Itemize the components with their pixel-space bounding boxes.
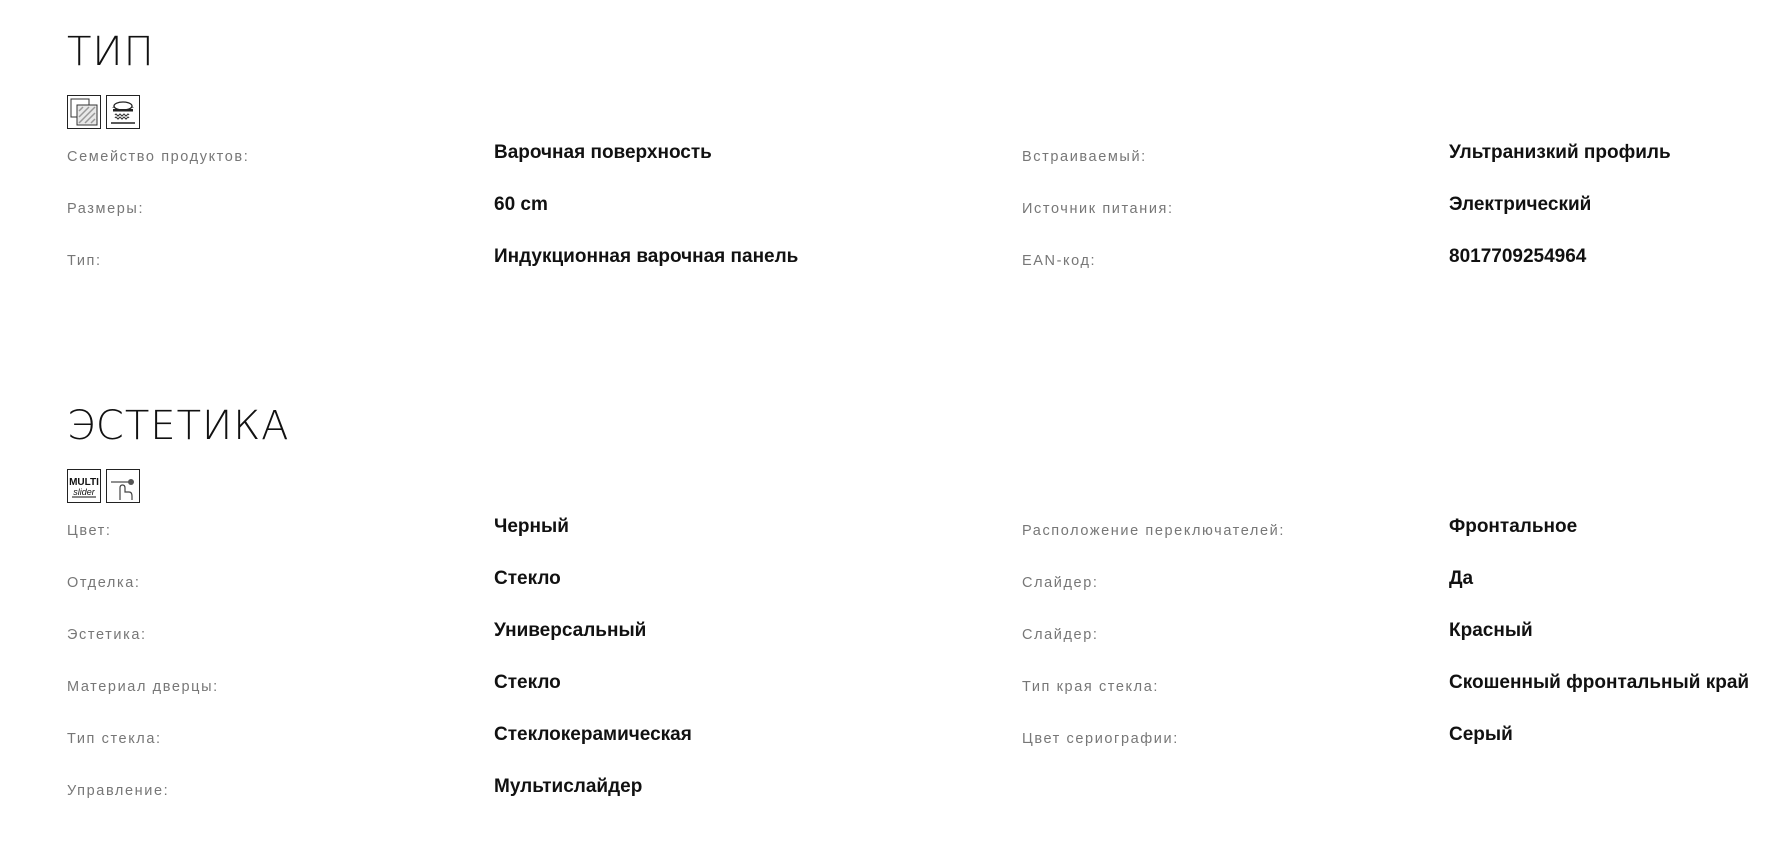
- spec-value: Ультранизкий профиль: [1449, 142, 1671, 163]
- section-title: ТИП: [67, 29, 155, 75]
- spec-value: Универсальный: [494, 620, 647, 641]
- hob-surface-icon: [67, 95, 101, 129]
- spec-label: Слайдер:: [1022, 627, 1099, 643]
- spec-value: Да: [1449, 568, 1474, 589]
- section-title: ЭСТЕТИКА: [67, 403, 290, 449]
- spec-value: Стеклокерамическая: [494, 724, 692, 745]
- multi-slider-icon-text-bottom: slider: [73, 487, 95, 497]
- spec-label: Источник питания:: [1022, 201, 1174, 217]
- touch-control-icon: [106, 469, 140, 503]
- spec-value: Фронтальное: [1449, 516, 1578, 537]
- spec-value: 8017709254964: [1449, 246, 1587, 267]
- spec-value: Черный: [494, 516, 569, 537]
- spec-label: Размеры:: [67, 201, 145, 217]
- spec-value: Мультислайдер: [494, 776, 643, 797]
- spec-label: Тип края стекла:: [1022, 679, 1160, 695]
- spec-label: Слайдер:: [1022, 575, 1099, 591]
- spec-label: Семейство продуктов:: [67, 149, 250, 165]
- spec-label: Цвет сериографии:: [1022, 731, 1179, 747]
- spec-label: Эстетика:: [67, 627, 147, 643]
- spec-value: Красный: [1449, 620, 1533, 641]
- spec-value: Серый: [1449, 724, 1513, 745]
- spec-label: Отделка:: [67, 575, 141, 591]
- spec-label: EAN-код:: [1022, 253, 1097, 269]
- induction-pan-icon: [106, 95, 140, 129]
- spec-value: Стекло: [494, 568, 561, 589]
- spec-label: Управление:: [67, 783, 170, 799]
- section-icons: [67, 95, 140, 131]
- spec-value: Индукционная варочная панель: [494, 246, 799, 267]
- spec-value: Варочная поверхность: [494, 142, 712, 163]
- spec-value: Стекло: [494, 672, 561, 693]
- multi-slider-icon-text-top: MULTI: [69, 477, 99, 488]
- spec-label: Материал дверцы:: [67, 679, 219, 695]
- spec-value: Электрический: [1449, 194, 1592, 215]
- spec-label: Цвет:: [67, 523, 112, 539]
- section-icons: [67, 469, 140, 505]
- multi-slider-icon: [67, 469, 101, 503]
- spec-label: Тип стекла:: [67, 731, 162, 747]
- spec-label: Встраиваемый:: [1022, 149, 1147, 165]
- spec-label: Расположение переключателей:: [1022, 523, 1285, 539]
- spec-value: Скошенный фронтальный край: [1449, 672, 1750, 693]
- spec-value: 60 cm: [494, 194, 548, 215]
- spec-label: Тип:: [67, 253, 102, 269]
